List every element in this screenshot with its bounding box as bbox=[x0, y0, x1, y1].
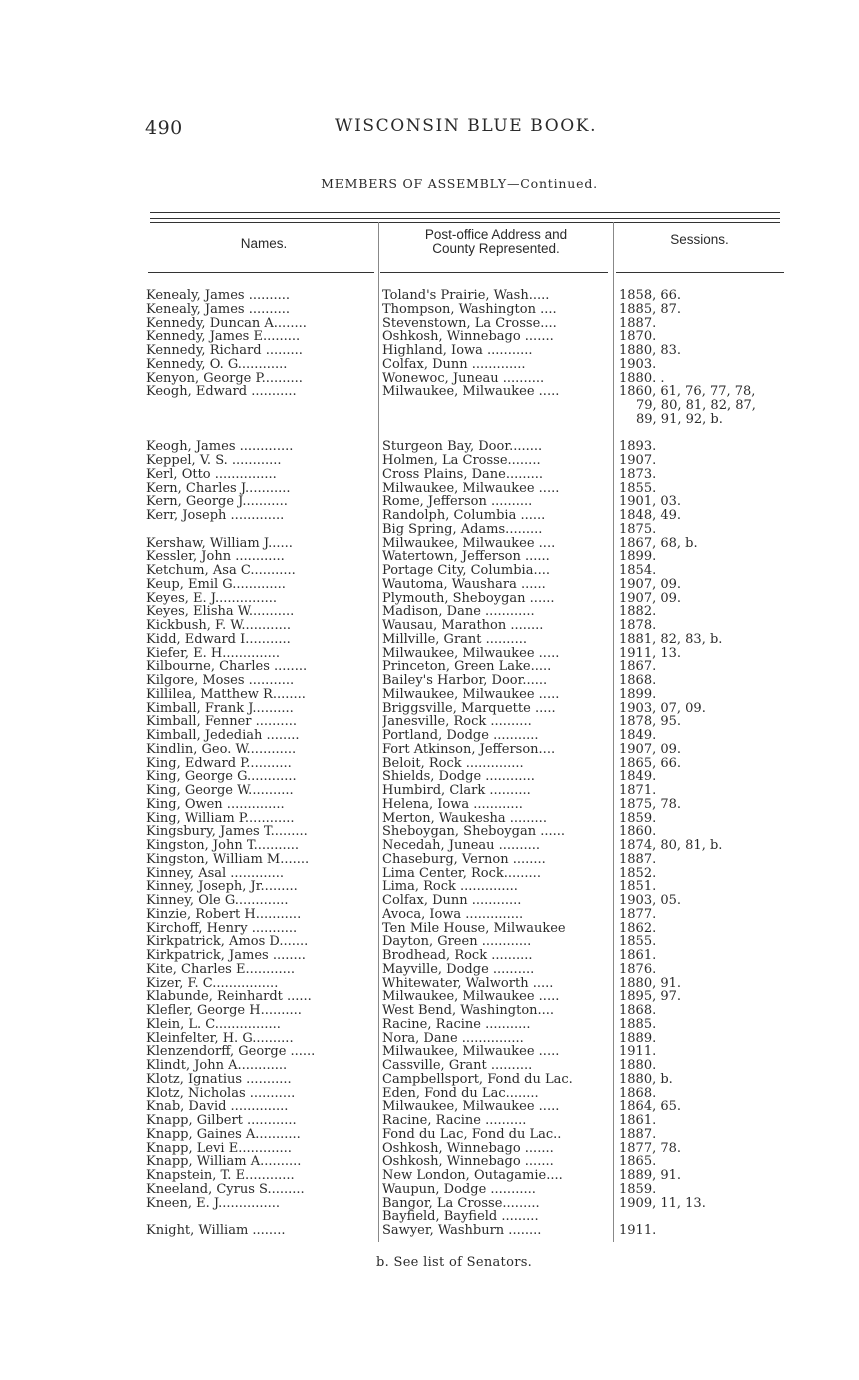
member-sessions: 1868. bbox=[619, 673, 657, 688]
member-sessions: 1876. bbox=[619, 961, 657, 977]
table-row bbox=[146, 440, 796, 454]
member-address: Helena, Iowa ............ bbox=[382, 797, 523, 812]
table-row bbox=[146, 908, 796, 922]
member-sessions: 1848, 49. bbox=[619, 508, 682, 523]
member-address: West Bend, Washington.... bbox=[382, 1004, 555, 1018]
member-name: Kite, Charles E............ bbox=[146, 962, 296, 977]
member-sessions: 1899. bbox=[619, 549, 657, 565]
member-address: Millville, Grant .......... bbox=[382, 632, 527, 647]
table-row-continuation bbox=[146, 413, 796, 427]
member-sessions: 1861. bbox=[619, 1113, 657, 1128]
member-sessions: 1880. . bbox=[619, 370, 665, 386]
member-sessions: 1911. bbox=[619, 1044, 657, 1060]
table-row bbox=[146, 289, 796, 303]
member-sessions: 1880, 83. bbox=[619, 343, 682, 358]
member-name: Keppel, V. S. ............ bbox=[146, 454, 282, 468]
table-row bbox=[146, 1100, 796, 1114]
table-row bbox=[146, 495, 796, 509]
member-address: Milwaukee, Milwaukee ..... bbox=[382, 646, 560, 661]
member-name: Kilbourne, Charles ........ bbox=[146, 660, 308, 674]
member-name: Knapp, Gaines A........... bbox=[146, 1127, 301, 1142]
table-row bbox=[146, 812, 796, 826]
member-name: Keogh, James ............. bbox=[146, 440, 294, 454]
table-row bbox=[146, 633, 796, 647]
member-sessions: 1907. bbox=[619, 453, 657, 468]
table-row bbox=[146, 454, 796, 468]
table-row bbox=[146, 427, 796, 441]
top-rule-2 bbox=[150, 218, 780, 219]
member-name: Ketchum, Asa C........... bbox=[146, 564, 296, 578]
member-name: Kessler, John ............ bbox=[146, 550, 285, 564]
member-name: King, Edward P........... bbox=[146, 756, 292, 771]
member-sessions: 1858, 66. bbox=[619, 288, 682, 303]
member-sessions: 1859. bbox=[619, 810, 657, 826]
member-sessions: 1873. bbox=[619, 466, 657, 482]
table-row bbox=[146, 729, 796, 743]
member-name: Klefler, George H.......... bbox=[146, 1004, 302, 1018]
member-name: Kennedy, James E......... bbox=[146, 330, 301, 344]
table-row bbox=[146, 482, 796, 496]
member-name: Knapp, Levi E............. bbox=[146, 1141, 292, 1156]
member-address: Oshkosh, Winnebago ....... bbox=[382, 1141, 554, 1156]
member-sessions: 1903, 05. bbox=[619, 893, 682, 908]
member-name: Kleinfelter, H. G.......... bbox=[146, 1031, 294, 1046]
member-name: Kneen, E. J............... bbox=[146, 1196, 281, 1211]
member-address: Madison, Dane ............ bbox=[382, 605, 535, 619]
member-address: Eden, Fond du Lac........ bbox=[382, 1086, 539, 1101]
table-row bbox=[146, 715, 796, 729]
member-sessions: 1859. bbox=[619, 1181, 657, 1197]
member-address: Milwaukee, Milwaukee ..... bbox=[382, 990, 560, 1004]
member-name: Kennedy, Duncan A........ bbox=[146, 316, 307, 331]
table-row bbox=[146, 303, 796, 317]
member-sessions: 1852. bbox=[619, 865, 657, 881]
table-row bbox=[146, 564, 796, 578]
member-sessions: 1865. bbox=[619, 1154, 657, 1170]
member-address: Watertown, Jefferson ...... bbox=[382, 550, 550, 564]
member-sessions: 1893. bbox=[619, 439, 657, 455]
member-sessions: 1868. bbox=[619, 1085, 657, 1101]
column-header-address bbox=[380, 228, 612, 256]
member-sessions: 1864, 65. bbox=[619, 1099, 682, 1115]
table-row bbox=[146, 990, 796, 1004]
table-row bbox=[146, 894, 796, 908]
header-rule-names bbox=[148, 272, 374, 273]
member-sessions: 1878, 95. bbox=[619, 714, 682, 730]
member-name: Kimball, Fenner .......... bbox=[146, 715, 297, 729]
member-sessions: 1862. bbox=[619, 920, 657, 936]
table-row bbox=[146, 1142, 796, 1156]
member-address: Cassville, Grant .......... bbox=[382, 1059, 533, 1073]
table-row bbox=[146, 1155, 796, 1169]
member-address: Avoca, Iowa .............. bbox=[382, 907, 524, 922]
member-name: Knapp, Gilbert ............ bbox=[146, 1114, 297, 1128]
member-name: Kenealy, James .......... bbox=[146, 302, 291, 317]
table-row bbox=[146, 592, 796, 606]
member-sessions: 1880. bbox=[619, 1058, 657, 1073]
member-address: Plymouth, Sheboygan ...... bbox=[382, 591, 555, 606]
header-rule-address bbox=[380, 272, 608, 273]
table-row bbox=[146, 1210, 796, 1224]
member-address: Rome, Jefferson .......... bbox=[382, 495, 533, 509]
member-name: Kiefer, E. H.............. bbox=[146, 646, 281, 661]
member-sessions: 1855. bbox=[619, 934, 657, 950]
table-row bbox=[146, 949, 796, 963]
table-row bbox=[146, 867, 796, 881]
member-sessions: 1877. bbox=[619, 906, 657, 922]
member-address: Chaseburg, Vernon ........ bbox=[382, 852, 546, 867]
member-sessions: 1895, 97. bbox=[619, 989, 682, 1005]
table-row bbox=[146, 688, 796, 702]
table-row bbox=[146, 1183, 796, 1197]
table-row bbox=[146, 1087, 796, 1101]
member-name: Kinney, Ole G............. bbox=[146, 894, 289, 908]
member-address: Bailey's Harbor, Door...... bbox=[382, 674, 548, 688]
table-row bbox=[146, 880, 796, 894]
member-sessions: 1901, 03. bbox=[619, 494, 682, 510]
table-row bbox=[146, 385, 796, 399]
table-row bbox=[146, 674, 796, 688]
member-sessions: 1885. bbox=[619, 1016, 657, 1032]
member-name: Kirchoff, Henry ........... bbox=[146, 921, 298, 936]
member-name: Keyes, E. J............... bbox=[146, 591, 277, 606]
member-name: Kidd, Edward I........... bbox=[146, 632, 291, 647]
member-name: Klabunde, Reinhardt ...... bbox=[146, 990, 312, 1004]
member-name: Kilgore, Moses ........... bbox=[146, 674, 295, 688]
member-address: Necedah, Juneau .......... bbox=[382, 839, 540, 853]
member-name: Kindlin, Geo. W............ bbox=[146, 742, 297, 757]
table-row bbox=[146, 825, 796, 839]
member-sessions: 1867, 68, b. bbox=[619, 535, 698, 551]
member-address: Sheboygan, Sheboygan ...... bbox=[382, 825, 566, 839]
member-sessions: 1907, 09. bbox=[619, 590, 682, 606]
member-sessions: 1867. bbox=[619, 659, 657, 675]
table-row bbox=[146, 372, 796, 386]
table-row bbox=[146, 660, 796, 674]
member-address: Lima Center, Rock......... bbox=[382, 866, 541, 881]
section-title: MEMBERS OF ASSEMBLY—Continued. bbox=[321, 176, 598, 191]
member-sessions: 1889. bbox=[619, 1030, 657, 1046]
table-row bbox=[146, 784, 796, 798]
footnote: b. See list of Senators. bbox=[376, 1255, 533, 1270]
member-address: Stevenstown, La Crosse.... bbox=[382, 316, 557, 331]
table-row bbox=[146, 1032, 796, 1046]
page-number: 490 bbox=[145, 117, 183, 139]
table-row bbox=[146, 468, 796, 482]
member-sessions: 1880, 91. bbox=[619, 975, 682, 991]
table-row bbox=[146, 509, 796, 523]
table-row bbox=[146, 1045, 796, 1059]
member-name: Kneeland, Cyrus S......... bbox=[146, 1182, 305, 1197]
member-sessions: 1881, 82, 83, b. bbox=[619, 631, 723, 647]
member-name: Klotz, Nicholas ........... bbox=[146, 1086, 296, 1101]
table-row bbox=[146, 537, 796, 551]
member-name: Knapp, William A.......... bbox=[146, 1155, 302, 1169]
member-address: Oshkosh, Winnebago ....... bbox=[382, 1155, 554, 1169]
members-table bbox=[146, 289, 796, 1238]
member-name: Kershaw, William J...... bbox=[146, 536, 293, 551]
member-sessions: 1875. bbox=[619, 521, 657, 537]
table-row bbox=[146, 922, 796, 936]
table-row bbox=[146, 1059, 796, 1073]
member-sessions: 1875, 78. bbox=[619, 796, 682, 812]
table-row-continuation bbox=[146, 399, 796, 413]
column-header-names: Names. bbox=[240, 236, 288, 251]
member-name: Klenzendorff, George ...... bbox=[146, 1045, 316, 1059]
table-row bbox=[146, 619, 796, 633]
member-sessions: 1851. bbox=[619, 879, 657, 895]
member-name: Kingston, William M....... bbox=[146, 852, 310, 867]
member-sessions: 1885, 87. bbox=[619, 301, 682, 317]
member-sessions: 79, 80, 81, 82, 87, bbox=[636, 398, 756, 413]
member-address: Janesville, Rock .......... bbox=[382, 715, 532, 729]
member-address: Milwaukee, Milwaukee .... bbox=[382, 536, 556, 551]
member-sessions: 1865, 66. bbox=[619, 755, 682, 771]
table-row bbox=[146, 770, 796, 784]
table-row bbox=[146, 1114, 796, 1128]
member-name: Kingston, John T........... bbox=[146, 839, 300, 853]
member-sessions: 1882. bbox=[619, 604, 657, 620]
member-name: Kern, George J........... bbox=[146, 495, 288, 509]
table-row bbox=[146, 743, 796, 757]
member-sessions: 1909, 11, 13. bbox=[619, 1195, 706, 1211]
member-name: Kinney, Joseph, Jr......... bbox=[146, 880, 298, 894]
table-row bbox=[146, 647, 796, 661]
member-address: Mayville, Dodge .......... bbox=[382, 962, 535, 977]
member-address: Toland's Prairie, Wash..... bbox=[382, 289, 550, 303]
member-address: Wonewoc, Juneau .......... bbox=[382, 371, 545, 386]
member-address: Racine, Racine ........... bbox=[382, 1017, 531, 1032]
table-row bbox=[146, 523, 796, 537]
member-address: Bangor, La Crosse......... bbox=[382, 1196, 540, 1211]
member-name: Kickbush, F. W............ bbox=[146, 619, 291, 633]
table-row bbox=[146, 1169, 796, 1183]
member-name: King, George W........... bbox=[146, 784, 294, 798]
member-sessions: 1899. bbox=[619, 686, 657, 702]
member-address: Highland, Iowa ........... bbox=[382, 344, 533, 358]
member-address: Milwaukee, Milwaukee ..... bbox=[382, 1100, 560, 1114]
member-sessions: 1887. bbox=[619, 851, 657, 867]
table-row bbox=[146, 1128, 796, 1142]
member-sessions: 1854. bbox=[619, 563, 657, 578]
member-address: Portland, Dodge ........... bbox=[382, 729, 539, 743]
table-row bbox=[146, 605, 796, 619]
member-address: Humbird, Clark .......... bbox=[382, 784, 531, 798]
member-name: Kirkpatrick, Amos D....... bbox=[146, 935, 309, 949]
table-row bbox=[146, 550, 796, 564]
member-address: Thompson, Washington .... bbox=[382, 302, 557, 317]
member-address: Brodhead, Rock .......... bbox=[382, 949, 533, 963]
member-address: Milwaukee, Milwaukee ..... bbox=[382, 385, 560, 399]
member-address: Wausau, Marathon ........ bbox=[382, 619, 544, 633]
member-name: King, George G............ bbox=[146, 770, 297, 784]
member-name: Klindt, John A............ bbox=[146, 1059, 288, 1073]
member-address: Sturgeon Bay, Door........ bbox=[382, 440, 543, 454]
member-name: Killilea, Matthew R........ bbox=[146, 687, 306, 702]
table-row bbox=[146, 853, 796, 867]
member-address: Milwaukee, Milwaukee ..... bbox=[382, 481, 560, 496]
table-row bbox=[146, 963, 796, 977]
column-header-sessions: Sessions. bbox=[670, 232, 729, 247]
member-sessions: 89, 91, 92, b. bbox=[636, 411, 723, 427]
member-sessions: 1911, 13. bbox=[619, 645, 682, 661]
member-address: Racine, Racine .......... bbox=[382, 1114, 527, 1128]
member-sessions: 1880, b. bbox=[619, 1071, 673, 1087]
member-name: Kennedy, Richard ......... bbox=[146, 344, 303, 358]
member-name: Kenyon, George P.......... bbox=[146, 371, 303, 386]
member-sessions: 1871. bbox=[619, 783, 657, 798]
member-name: King, Owen .............. bbox=[146, 797, 285, 812]
member-name: Kizer, F. C................ bbox=[146, 976, 279, 991]
member-name: Kimball, Frank J.......... bbox=[146, 701, 294, 716]
member-address: Portage City, Columbia.... bbox=[382, 564, 550, 578]
column-header-address-line2: County Represented. bbox=[432, 241, 560, 256]
member-sessions: 1849. bbox=[619, 769, 657, 785]
member-sessions: 1868. bbox=[619, 1003, 657, 1018]
member-name: Kirkpatrick, James ........ bbox=[146, 949, 306, 963]
member-name: Keyes, Elisha W........... bbox=[146, 605, 295, 619]
table-row bbox=[146, 344, 796, 358]
running-title: WISCONSIN BLUE BOOK. bbox=[335, 116, 598, 136]
table-row bbox=[146, 1224, 796, 1238]
member-address: Campbellsport, Fond du Lac. bbox=[382, 1072, 573, 1087]
member-name: Kerr, Joseph ............. bbox=[146, 509, 285, 523]
member-sessions: 1855. bbox=[619, 480, 657, 496]
member-address: Princeton, Green Lake..... bbox=[382, 660, 552, 674]
table-row bbox=[146, 935, 796, 949]
member-address: Milwaukee, Milwaukee ..... bbox=[382, 1045, 560, 1059]
table-row bbox=[146, 578, 796, 592]
member-name: Knight, William ........ bbox=[146, 1224, 286, 1238]
member-name: Kinzie, Robert H........... bbox=[146, 907, 302, 922]
top-rule bbox=[150, 212, 780, 213]
table-row bbox=[146, 1018, 796, 1032]
table-row bbox=[146, 1197, 796, 1211]
member-address: Sawyer, Washburn ........ bbox=[382, 1224, 542, 1238]
member-sessions: 1887. bbox=[619, 1126, 657, 1142]
member-name: Kinney, Asal ............. bbox=[146, 866, 285, 881]
top-rule-3 bbox=[150, 222, 780, 223]
member-name: Klein, L. C................ bbox=[146, 1017, 281, 1032]
member-name: Kimball, Jedediah ........ bbox=[146, 729, 300, 743]
member-address: Big Spring, Adams......... bbox=[382, 522, 543, 537]
member-name: Klotz, Ignatius ........... bbox=[146, 1072, 292, 1087]
member-sessions: 1874, 80, 81, b. bbox=[619, 838, 723, 853]
member-address: Colfax, Dunn ............. bbox=[382, 357, 526, 372]
member-address: New London, Outagamie.... bbox=[382, 1169, 563, 1183]
member-address: Colfax, Dunn ............ bbox=[382, 894, 522, 908]
member-name: Kerl, Otto ............... bbox=[146, 467, 277, 482]
table-row bbox=[146, 757, 796, 771]
member-sessions: 1887. bbox=[619, 315, 657, 331]
member-address: Milwaukee, Milwaukee ..... bbox=[382, 687, 560, 702]
member-name: Kennedy, O. G............ bbox=[146, 357, 288, 372]
member-sessions: 1870. bbox=[619, 329, 657, 345]
member-address: Merton, Waukesha ......... bbox=[382, 811, 547, 826]
member-name: Knab, David .............. bbox=[146, 1100, 289, 1114]
member-sessions: 1903. bbox=[619, 356, 657, 372]
table-row bbox=[146, 839, 796, 853]
member-address: Whitewater, Walworth ..... bbox=[382, 976, 554, 991]
table-row bbox=[146, 977, 796, 991]
member-address: Briggsville, Marquette ..... bbox=[382, 701, 556, 716]
member-address: Dayton, Green ............ bbox=[382, 935, 532, 949]
member-sessions: 1907, 09. bbox=[619, 741, 682, 757]
member-address: Wautoma, Waushara ...... bbox=[382, 577, 546, 592]
table-row bbox=[146, 358, 796, 372]
table-row bbox=[146, 330, 796, 344]
member-name: Keogh, Edward ........... bbox=[146, 385, 297, 399]
member-name: Keup, Emil G............. bbox=[146, 577, 286, 592]
member-name: King, William P............ bbox=[146, 811, 295, 826]
member-sessions: 1877, 78. bbox=[619, 1140, 682, 1156]
member-sessions: 1849. bbox=[619, 728, 657, 743]
member-name: Kern, Charles J........... bbox=[146, 481, 291, 496]
table-row bbox=[146, 798, 796, 812]
table-row bbox=[146, 1073, 796, 1087]
member-address: Bayfield, Bayfield ......... bbox=[382, 1210, 539, 1224]
member-address: Cross Plains, Dane......... bbox=[382, 467, 544, 482]
header-rule-sessions bbox=[616, 272, 784, 273]
member-address: Fort Atkinson, Jefferson.... bbox=[382, 742, 556, 757]
member-address: Holmen, La Crosse........ bbox=[382, 454, 541, 468]
member-sessions: 1911. bbox=[619, 1223, 657, 1238]
member-name: Kenealy, James .......... bbox=[146, 289, 291, 303]
member-sessions: 1907, 09. bbox=[619, 576, 682, 592]
member-address: Nora, Dane ............... bbox=[382, 1031, 524, 1046]
member-sessions: 1861. bbox=[619, 948, 657, 963]
member-address: Ten Mile House, Milwaukee bbox=[382, 921, 566, 936]
member-address: Oshkosh, Winnebago ....... bbox=[382, 330, 554, 344]
member-name: Kingsbury, James T......... bbox=[146, 825, 308, 839]
member-sessions: 1903, 07, 09. bbox=[619, 700, 706, 716]
member-address: Randolph, Columbia ...... bbox=[382, 509, 546, 523]
member-sessions: 1889, 91. bbox=[619, 1168, 682, 1183]
member-sessions: 1878. bbox=[619, 618, 657, 633]
member-sessions: 1860, 61, 76, 77, 78, bbox=[619, 384, 756, 400]
table-row bbox=[146, 702, 796, 716]
table-row bbox=[146, 1004, 796, 1018]
member-address: Shields, Dodge ............ bbox=[382, 770, 535, 784]
member-address: Waupun, Dodge ........... bbox=[382, 1182, 536, 1197]
member-address: Fond du Lac, Fond du Lac.. bbox=[382, 1127, 562, 1142]
table-row bbox=[146, 317, 796, 331]
member-sessions: 1860. bbox=[619, 824, 657, 840]
member-name: Knapstein, T. E............ bbox=[146, 1169, 295, 1183]
member-address: Beloit, Rock .............. bbox=[382, 756, 524, 771]
member-address: Lima, Rock .............. bbox=[382, 880, 518, 894]
column-header-address-line1: Post-office Address and bbox=[424, 227, 568, 242]
